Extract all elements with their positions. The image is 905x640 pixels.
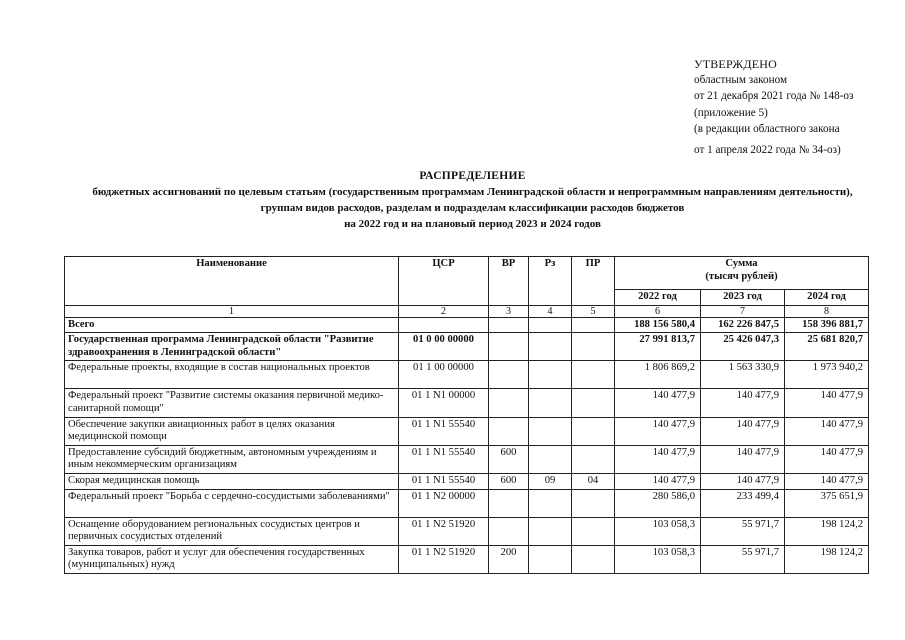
header-sum xyxy=(615,257,869,290)
cell-csr: 01 1 N2 00000 xyxy=(399,489,489,517)
column-number: 4 xyxy=(529,305,572,317)
cell-sum-2024: 198 124,2 xyxy=(785,545,869,573)
cell-csr xyxy=(399,317,489,333)
cell-sum-2022: 140 477,9 xyxy=(615,417,701,445)
column-number: 3 xyxy=(489,305,529,317)
cell-sum-2024: 375 651,9 xyxy=(785,489,869,517)
header-year-2022: 2022 год xyxy=(615,290,701,306)
cell-vr xyxy=(489,489,529,517)
cell-csr: 01 1 N1 55540 xyxy=(399,417,489,445)
cell-sum-2023: 140 477,9 xyxy=(701,445,785,473)
cell-pr xyxy=(572,317,615,333)
cell-sum-2024: 140 477,9 xyxy=(785,445,869,473)
document-title-line: группам видов расходов, разделам и подразделам классификации расходов бюджетов xyxy=(260,202,685,214)
cell-vr xyxy=(489,389,529,417)
cell-sum-2022: 140 477,9 xyxy=(615,445,701,473)
cell-name: Федеральные проекты, входящие в состав национальных проектов xyxy=(65,361,399,389)
cell-sum-2022: 1 806 869,2 xyxy=(615,361,701,389)
cell-csr: 01 0 00 00000 xyxy=(399,333,489,361)
cell-sum-2023: 55 971,7 xyxy=(701,517,785,545)
column-number: 7 xyxy=(701,305,785,317)
cell-vr: 200 xyxy=(489,545,529,573)
cell-name: Федеральный проект "Борьба с сердечно-сосудистыми заболеваниями" xyxy=(65,489,399,517)
approval-line: (приложение 5) xyxy=(694,106,768,119)
cell-vr xyxy=(489,517,529,545)
cell-rz xyxy=(529,417,572,445)
cell-vr xyxy=(489,317,529,333)
cell-sum-2022: 140 477,9 xyxy=(615,389,701,417)
cell-csr: 01 1 00 00000 xyxy=(399,361,489,389)
table-row xyxy=(65,361,869,389)
table-row xyxy=(65,517,869,545)
cell-pr xyxy=(572,333,615,361)
cell-sum-2022: 140 477,9 xyxy=(615,473,701,489)
cell-sum-2023: 25 426 047,3 xyxy=(701,333,785,361)
cell-rz xyxy=(529,389,572,417)
table-row xyxy=(65,445,869,473)
table-row xyxy=(65,489,869,517)
cell-pr xyxy=(572,361,615,389)
cell-sum-2023: 162 226 847,5 xyxy=(701,317,785,333)
cell-rz xyxy=(529,361,572,389)
header-name: Наименование xyxy=(65,257,399,306)
approval-title: УТВЕРЖДЕНО xyxy=(694,57,778,71)
cell-name: Обеспечение закупки авиационных работ в целях оказания медицинской помощи xyxy=(65,417,399,445)
header-year-2023: 2023 год xyxy=(701,290,785,306)
column-number: 8 xyxy=(785,305,869,317)
cell-vr xyxy=(489,361,529,389)
table-row xyxy=(65,545,869,573)
document-title-main: РАСПРЕДЕЛЕНИЕ xyxy=(419,170,526,182)
table-header-row xyxy=(65,257,869,290)
cell-name: Оснащение оборудованием региональных сосудистых центров и первичных сосудистых отделений xyxy=(65,517,399,545)
column-number: 6 xyxy=(615,305,701,317)
cell-sum-2023: 140 477,9 xyxy=(701,417,785,445)
cell-sum-2024: 158 396 881,7 xyxy=(785,317,869,333)
cell-rz xyxy=(529,317,572,333)
approval-line: от 1 апреля 2022 года № 34-оз) xyxy=(694,144,841,157)
cell-sum-2023: 140 477,9 xyxy=(701,473,785,489)
cell-name: Всего xyxy=(65,317,399,333)
cell-pr xyxy=(572,417,615,445)
column-number: 1 xyxy=(65,305,399,317)
cell-csr: 01 1 N2 51920 xyxy=(399,517,489,545)
budget-table xyxy=(64,256,869,574)
column-number-row xyxy=(65,305,869,317)
cell-sum-2023: 55 971,7 xyxy=(701,545,785,573)
header-csr: ЦСР xyxy=(399,257,489,306)
header-sum-label: Сумма xyxy=(725,258,758,269)
cell-pr xyxy=(572,517,615,545)
document-title xyxy=(60,168,885,232)
document-title-line: бюджетных ассигнований по целевым статьям (государственным программам Ленинградской области и непрограммным направлениям деятельности), xyxy=(92,186,853,198)
cell-name: Скорая медицинская помощь xyxy=(65,473,399,489)
cell-name: Федеральный проект "Развитие системы оказания первичной медико-санитарной помощи" xyxy=(65,389,399,417)
cell-sum-2024: 140 477,9 xyxy=(785,417,869,445)
cell-sum-2024: 198 124,2 xyxy=(785,517,869,545)
cell-rz xyxy=(529,445,572,473)
approval-line: (в редакции областного закона xyxy=(694,122,840,135)
cell-sum-2022: 188 156 580,4 xyxy=(615,317,701,333)
cell-vr: 600 xyxy=(489,473,529,489)
cell-csr: 01 1 N2 51920 xyxy=(399,545,489,573)
table-row xyxy=(65,417,869,445)
cell-rz xyxy=(529,517,572,545)
cell-vr xyxy=(489,417,529,445)
cell-sum-2022: 27 991 813,7 xyxy=(615,333,701,361)
cell-sum-2024: 140 477,9 xyxy=(785,473,869,489)
column-number: 5 xyxy=(572,305,615,317)
document-title-line: на 2022 год и на плановый период 2023 и 2024 годов xyxy=(344,218,601,230)
approval-stamp xyxy=(694,56,853,158)
cell-pr xyxy=(572,545,615,573)
cell-sum-2023: 140 477,9 xyxy=(701,389,785,417)
cell-csr: 01 1 N1 00000 xyxy=(399,389,489,417)
cell-sum-2022: 103 058,3 xyxy=(615,545,701,573)
cell-sum-2023: 1 563 330,9 xyxy=(701,361,785,389)
approval-line: от 21 декабря 2021 года № 148-оз xyxy=(694,90,854,103)
cell-vr: 600 xyxy=(489,445,529,473)
cell-sum-2024: 140 477,9 xyxy=(785,389,869,417)
table-row xyxy=(65,473,869,489)
cell-vr xyxy=(489,333,529,361)
cell-sum-2023: 233 499,4 xyxy=(701,489,785,517)
cell-pr xyxy=(572,389,615,417)
header-year-2024: 2024 год xyxy=(785,290,869,306)
cell-rz xyxy=(529,489,572,517)
cell-sum-2024: 1 973 940,2 xyxy=(785,361,869,389)
table-row xyxy=(65,317,869,333)
cell-sum-2022: 103 058,3 xyxy=(615,517,701,545)
header-vr: ВР xyxy=(489,257,529,306)
header-rz: Рз xyxy=(529,257,572,306)
cell-csr: 01 1 N1 55540 xyxy=(399,445,489,473)
cell-sum-2024: 25 681 820,7 xyxy=(785,333,869,361)
table-row xyxy=(65,389,869,417)
column-number: 2 xyxy=(399,305,489,317)
cell-pr: 04 xyxy=(572,473,615,489)
header-pr: ПР xyxy=(572,257,615,306)
cell-sum-2022: 280 586,0 xyxy=(615,489,701,517)
cell-name: Предоставление субсидий бюджетным, автономным учреждениям и иным некоммерческим организациям xyxy=(65,445,399,473)
approval-line: областным законом xyxy=(694,74,788,87)
cell-rz: 09 xyxy=(529,473,572,489)
table-row xyxy=(65,333,869,361)
header-sum-unit: (тысяч рублей) xyxy=(705,270,778,282)
cell-pr xyxy=(572,489,615,517)
cell-pr xyxy=(572,445,615,473)
cell-rz xyxy=(529,545,572,573)
cell-name: Государственная программа Ленинградской области "Развитие здравоохранения в Ленинградской области" xyxy=(65,333,399,361)
cell-rz xyxy=(529,333,572,361)
cell-name: Закупка товаров, работ и услуг для обеспечения государственных (муниципальных) нужд xyxy=(65,545,399,573)
cell-csr: 01 1 N1 55540 xyxy=(399,473,489,489)
